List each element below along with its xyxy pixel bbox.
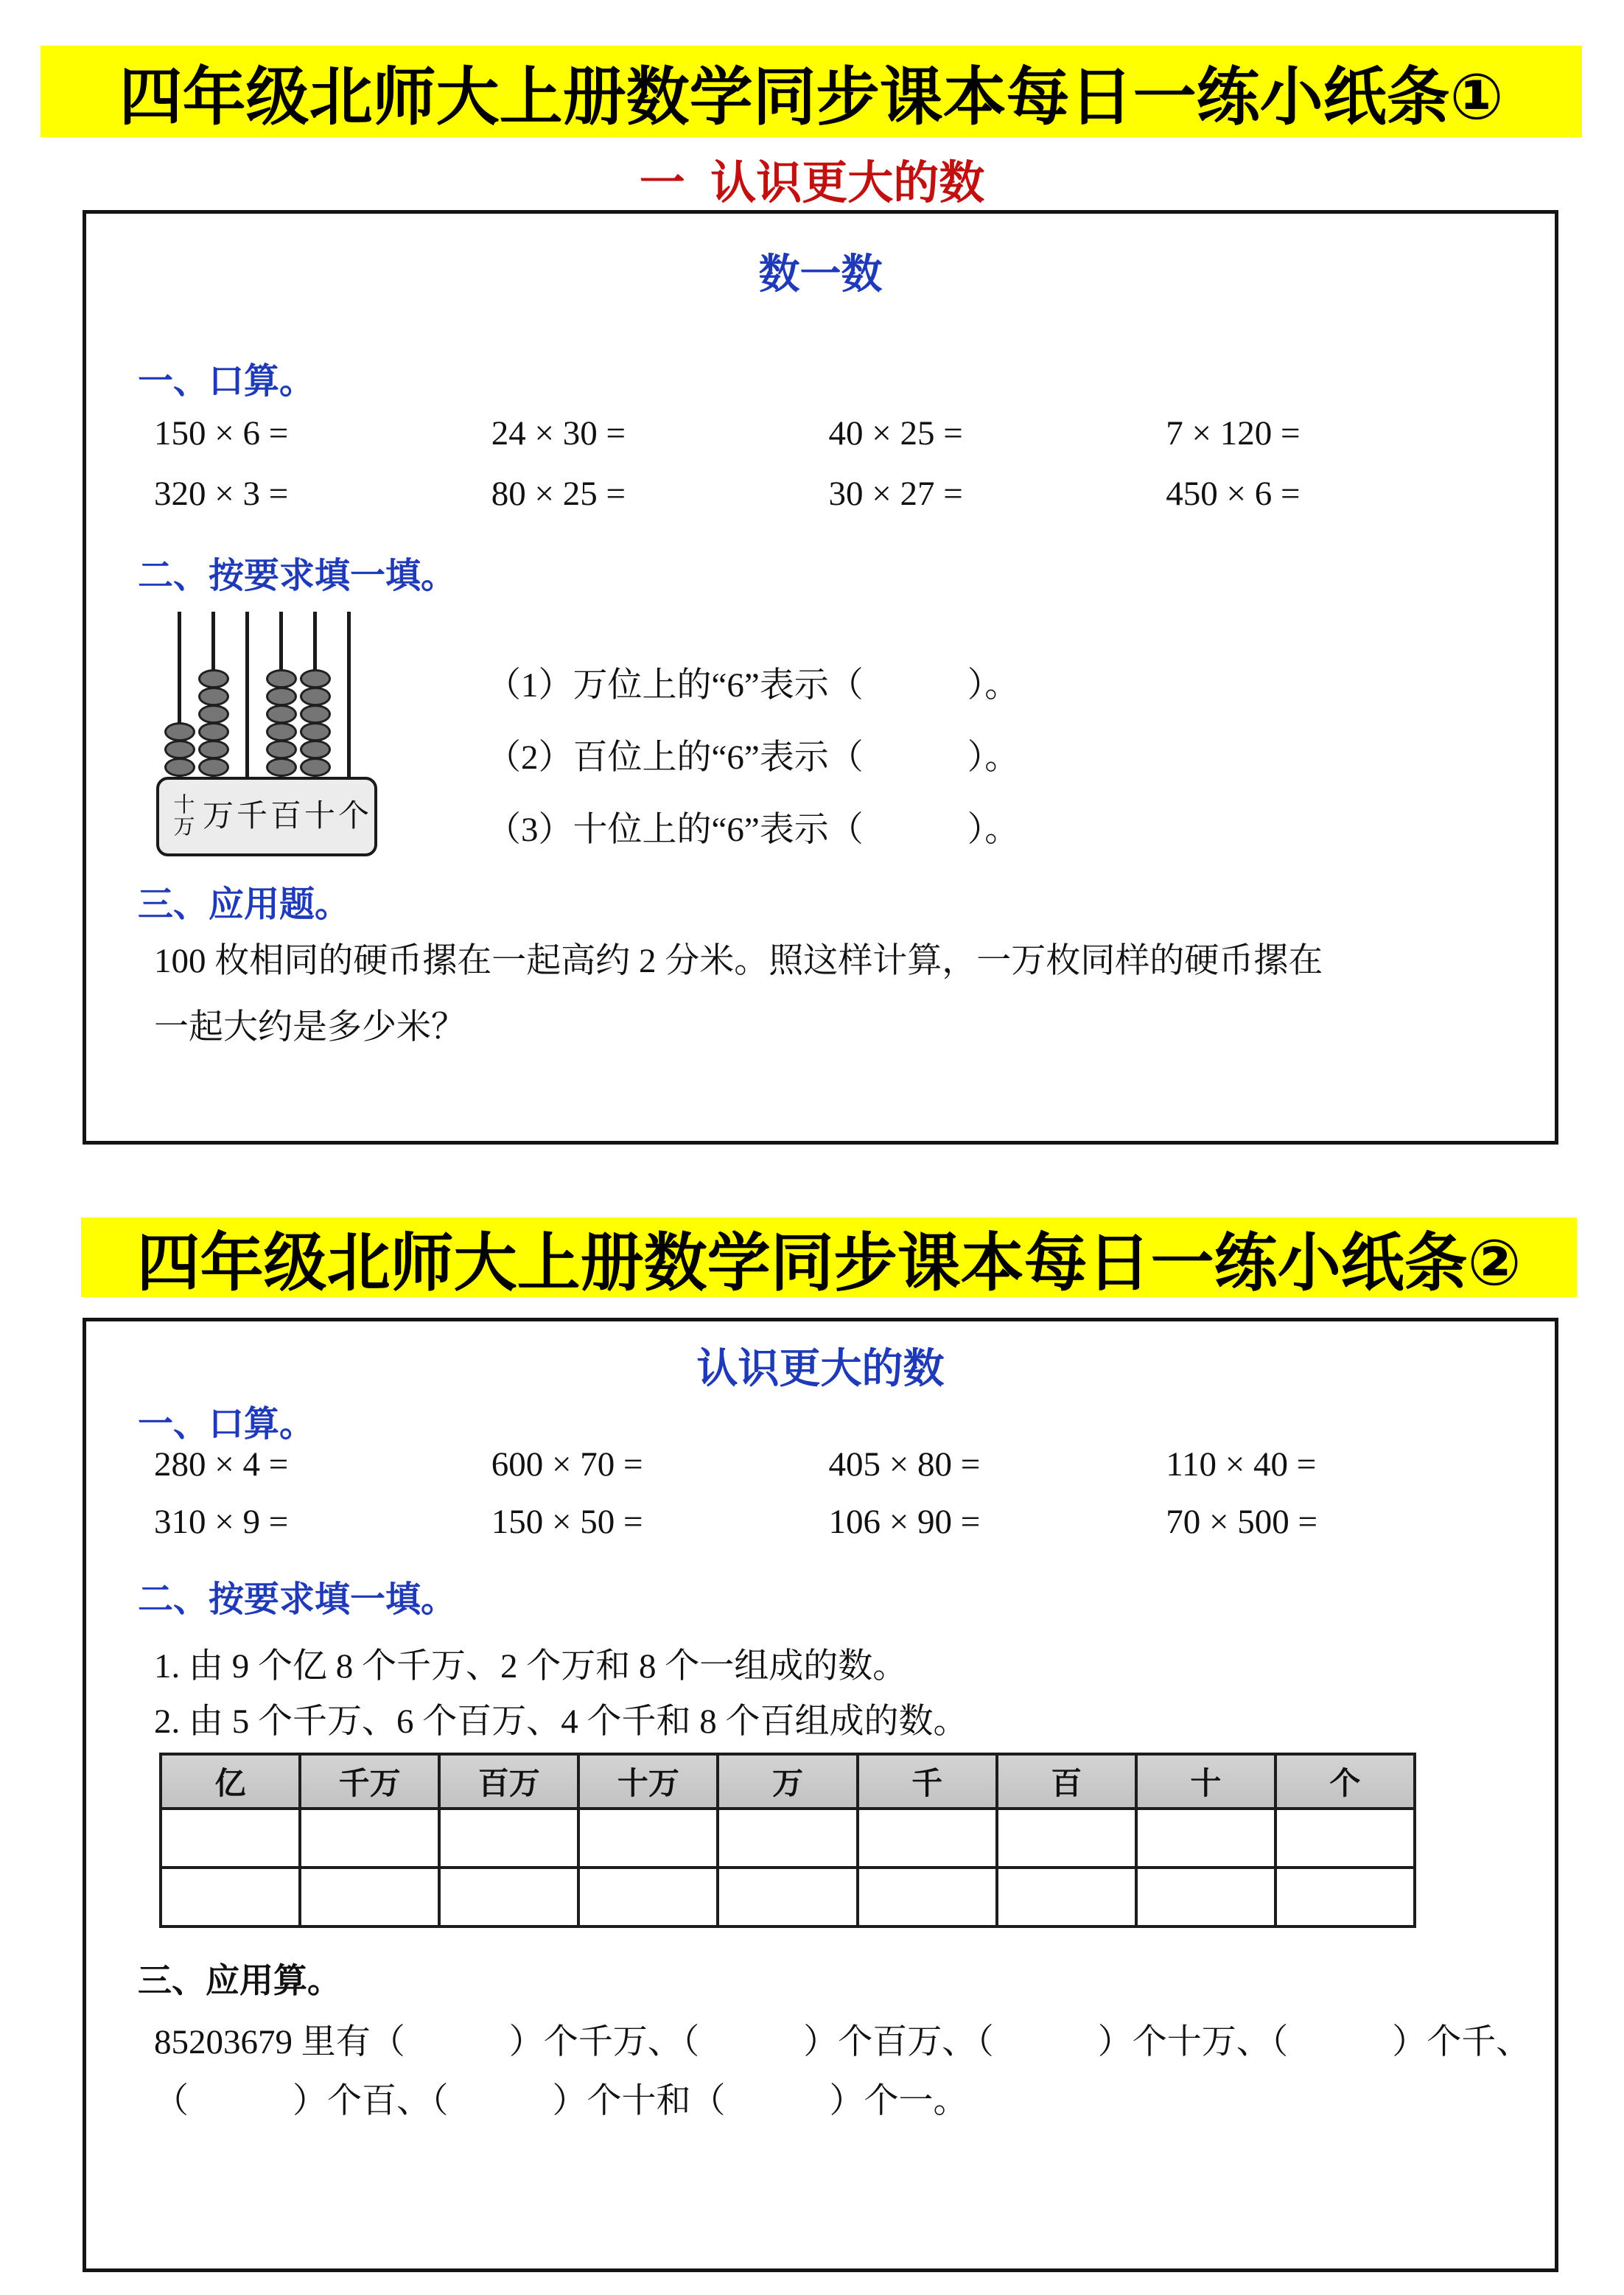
place-value-cell [1136,1868,1275,1927]
abacus-bead [300,669,331,688]
fill-blank-question: （1）万位上的“6”表示（ ）。 [486,666,1020,705]
abacus-bead [198,758,229,777]
place-value-cell [300,1868,439,1927]
math-problem: 320 × 3 = [154,475,289,513]
worksheet1-banner [41,46,1582,137]
abacus-rod [245,612,249,777]
table-row [161,1809,1415,1868]
worksheet1-section1-heading: 一、口算。 [138,362,315,401]
col-header-qian: 千 [858,1754,997,1809]
math-problem: 450 × 6 = [1166,475,1301,513]
place-value-cell [578,1868,718,1927]
abacus-bead [198,722,229,741]
abacus-bead [198,705,229,724]
place-value-cell [161,1809,300,1868]
place-value-cell [161,1868,300,1927]
col-header-shiwan: 十万 [578,1754,718,1809]
abacus-label-wan: 万 [202,800,234,834]
worksheet2-oral-problems [154,1445,1503,1541]
abacus-rods [178,612,351,777]
place-value-cell [858,1809,997,1868]
place-value-table [159,1753,1416,1928]
place-value-cell [718,1809,857,1868]
worksheet2-section1-heading: 一、口算。 [138,1405,315,1444]
table-row [161,1868,1415,1927]
abacus-label-shiwan: 十万 [173,793,195,839]
place-value-cell [718,1868,857,1927]
math-problem: 80 × 25 = [491,475,626,513]
abacus-bead [164,722,195,741]
abacus-bead-stack [300,671,331,777]
abacus-label-ge: 个 [337,800,370,834]
abacus-bead [164,740,195,759]
abacus-bead [300,705,331,724]
abacus-bead [300,687,331,706]
math-problem: 150 × 50 = [491,1503,643,1541]
abacus-bead [266,758,297,777]
worksheet2-section3-heading: 三、应用算。 [138,1961,341,1999]
abacus-rod [313,612,317,777]
abacus-bead-stack [266,671,297,777]
math-problem: 600 × 70 = [491,1445,643,1484]
abacus-rod-line [245,612,249,777]
worksheet1-sheet [83,210,1558,1145]
worksheet1-banner-title: 四年级北师大上册数学同步课本每日一练小纸条① [119,62,1504,133]
abacus-bead [300,722,331,741]
abacus-bead [266,669,297,688]
abacus-bead [300,758,331,777]
worksheet2-sheet [83,1318,1558,2272]
abacus-bead [198,669,229,688]
worksheet2-banner-title: 四年级北师大上册数学同步课本每日一练小纸条② [136,1228,1522,1297]
word-problem-line: 100 枚相同的硬币摞在一起高约 2 分米。照这样计算，一万枚同样的硬币摞在 [154,942,1323,980]
col-header-baiwan: 百万 [439,1754,578,1809]
place-value-cell [300,1809,439,1868]
abacus-bead [198,740,229,759]
worksheet2-banner [81,1218,1577,1297]
abacus-rod [211,612,215,777]
place-value-cell [1275,1809,1415,1868]
math-problem: 106 × 90 = [828,1503,981,1541]
math-problem: 7 × 120 = [1166,414,1301,453]
place-value-cell [1136,1809,1275,1868]
fill-blank-question: （3）十位上的“6”表示（ ）。 [486,811,1020,849]
place-value-cell [997,1868,1136,1927]
table-header-row [161,1754,1415,1809]
abacus-bead [266,687,297,706]
place-value-table-header [161,1754,1415,1809]
abacus-bead-stack [198,671,229,777]
worksheet2-section2-heading: 二、按要求填一填。 [138,1580,457,1619]
application-line: （ ）个百、（ ）个十和（ ）个一。 [154,2082,968,2120]
abacus-bead [300,740,331,759]
col-header-qianwan: 千万 [300,1754,439,1809]
math-problem: 70 × 500 = [1166,1503,1318,1541]
abacus-bead [266,705,297,724]
worksheet2-title: 认识更大的数 [696,1345,945,1391]
col-header-bai: 百 [997,1754,1136,1809]
col-header-yi: 亿 [161,1754,300,1809]
compose-number-item: 2. 由 5 个千万、6 个百万、4 个千和 8 个百组成的数。 [154,1702,968,1741]
place-value-table-body [161,1809,1415,1927]
place-value-cell [439,1809,578,1868]
col-header-shi: 十 [1136,1754,1275,1809]
place-value-cell [439,1868,578,1927]
abacus-bead [198,687,229,706]
abacus-rod [347,612,351,777]
worksheet1-section2-heading: 二、按要求填一填。 [138,556,457,595]
math-problem: 30 × 27 = [828,475,963,513]
math-problem: 24 × 30 = [491,414,626,453]
math-problem: 110 × 40 = [1166,1445,1317,1484]
col-header-wan: 万 [718,1754,857,1809]
abacus-label-bai: 百 [270,800,302,834]
application-line: 85203679 里有（ ）个千万、（ ）个百万、（ ）个十万、（ ）个千、 [154,2023,1531,2061]
abacus-rod-line [347,612,351,777]
math-problem: 280 × 4 = [154,1445,289,1484]
math-problem: 405 × 80 = [828,1445,981,1484]
worksheet1-section3-heading: 三、应用题。 [138,885,351,924]
word-problem-line: 一起大约是多少米？ [154,1008,466,1047]
compose-number-item: 1. 由 9 个亿 8 个千万、2 个万和 8 个一组成的数。 [154,1647,908,1686]
col-header-ge: 个 [1275,1754,1415,1809]
place-value-cell [578,1809,718,1868]
abacus-bead-stack [164,724,195,777]
abacus-bead [266,740,297,759]
math-problem: 150 × 6 = [154,414,289,453]
abacus-base [156,777,377,856]
abacus-bead [164,758,195,777]
fill-blank-question: （2）百位上的“6”表示（ ）。 [486,738,1020,777]
math-problem: 40 × 25 = [828,414,963,453]
place-value-cell [997,1809,1136,1868]
worksheet1-title: 数一数 [758,251,883,297]
unit-title: 一 认识更大的数 [639,158,985,209]
abacus-label-qian: 千 [236,800,268,834]
worksheet1-oral-problems [154,414,1503,513]
abacus-figure [156,612,377,856]
abacus-rod [279,612,283,777]
abacus-rod [178,612,181,777]
place-value-cell [1275,1868,1415,1927]
abacus-bead [266,722,297,741]
place-value-cell [858,1868,997,1927]
math-problem: 310 × 9 = [154,1503,289,1541]
abacus-label-shi: 十 [304,800,336,834]
